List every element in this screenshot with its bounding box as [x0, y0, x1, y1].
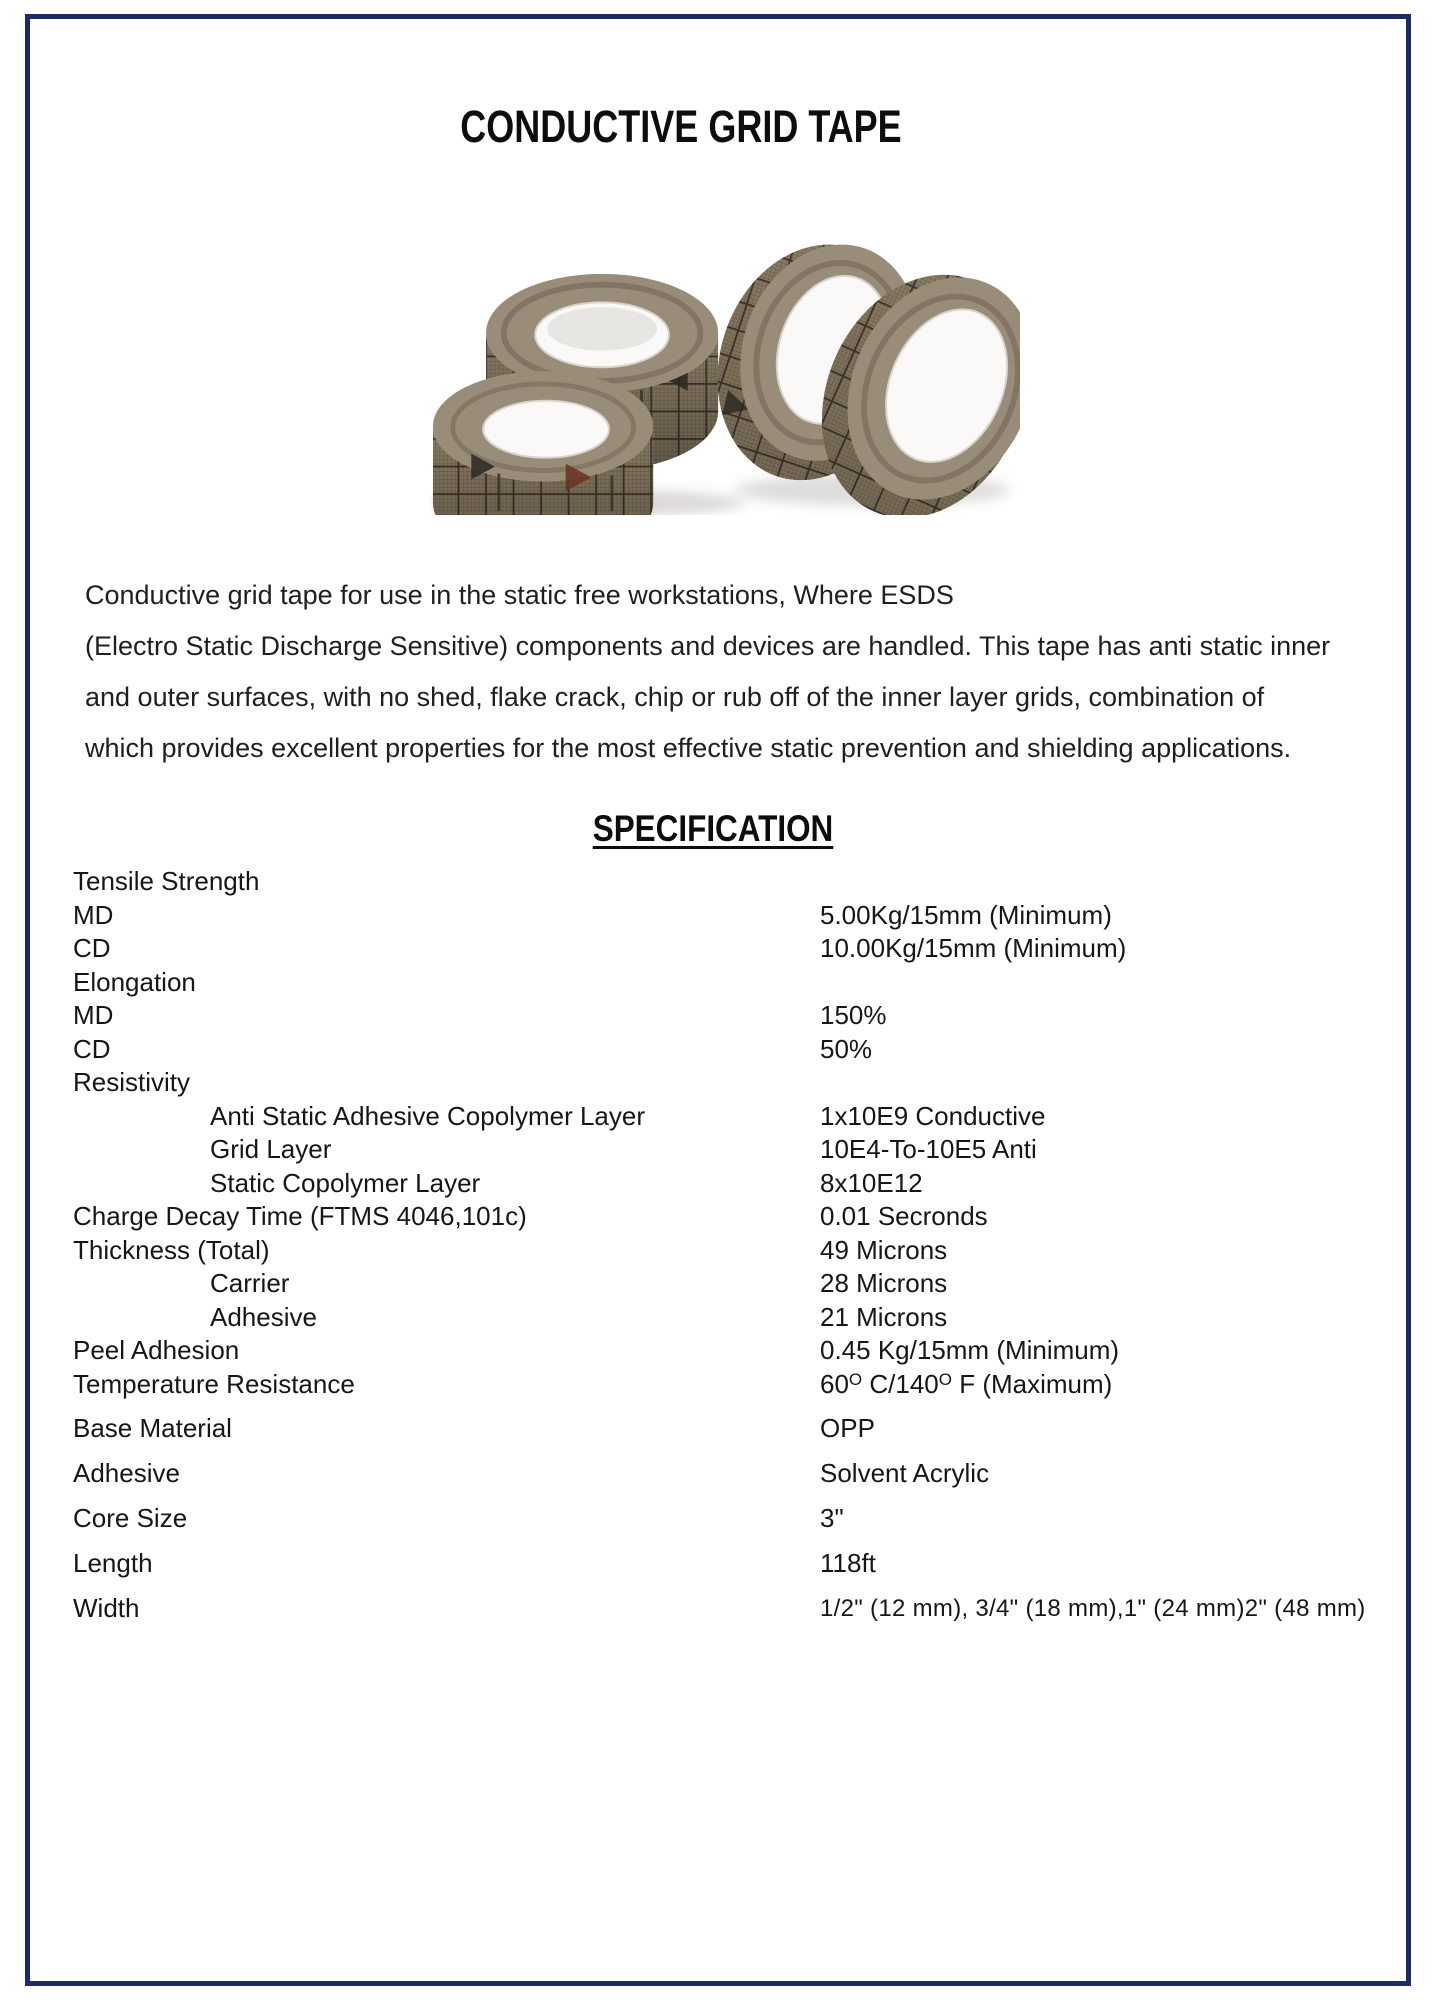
spec-rows: [73, 866, 1398, 1638]
description-line: Conductive grid tape for use in the static free workstations, Where ESDS: [85, 580, 954, 610]
spec-label: Resistivity: [73, 1067, 191, 1097]
spec-value: 150%: [820, 1000, 887, 1030]
spec-row: [73, 1335, 1398, 1369]
spec-row: [73, 866, 1398, 900]
spec-row: [73, 967, 1398, 1001]
spec-row: [73, 1413, 1398, 1458]
spec-label: CD: [73, 933, 111, 963]
spec-label: Charge Decay Time (FTMS 4046,101c): [73, 1201, 527, 1231]
spec-label: Tensile Strength: [73, 866, 260, 896]
spec-row: [73, 900, 1398, 934]
spec-value: 118ft: [820, 1548, 876, 1578]
spec-row: [73, 1503, 1398, 1548]
spec-row: [73, 1458, 1398, 1503]
spec-row: [73, 1168, 1398, 1202]
spec-label: Anti Static Adhesive Copolymer Layer: [210, 1100, 645, 1131]
tape-rolls-illustration: [430, 190, 1020, 515]
spec-value: OPP: [820, 1413, 875, 1443]
spec-label: Grid Layer: [210, 1134, 332, 1164]
spec-label: Carrier: [210, 1268, 290, 1298]
spec-value: 28 Microns: [820, 1268, 948, 1298]
spec-row: [73, 1235, 1398, 1269]
spec-value: 5.00Kg/15mm (Minimum): [820, 899, 1112, 930]
spec-value: $60^O$ $C/140^O$ F (Maximum): [820, 1368, 1113, 1399]
spec-label: CD: [73, 1033, 111, 1064]
spec-value: 0.01 Secronds: [820, 1201, 988, 1231]
spec-label: Adhesive: [73, 1458, 180, 1488]
spec-value: 3": [820, 1503, 844, 1533]
spec-value: 8x10E12: [820, 1167, 923, 1198]
spec-row: [73, 1201, 1398, 1235]
spec-value: 49 Microns: [820, 1234, 948, 1265]
description-line: (Electro Static Discharge Sensitive) components and devices are handled. This tape has anti static inner: [85, 631, 1331, 661]
spec-label: Static Copolymer Layer: [210, 1167, 481, 1198]
spec-label: Temperature Resistance: [73, 1368, 355, 1399]
spec-row: [73, 1548, 1398, 1593]
spec-row: [73, 1134, 1398, 1168]
spec-label: MD: [73, 899, 114, 930]
document-page: [25, 14, 1411, 1986]
spec-label: MD: [73, 1000, 114, 1030]
spec-label: Base Material: [73, 1413, 232, 1443]
product-photo: [430, 190, 1020, 515]
spec-label: Length: [73, 1548, 153, 1578]
spec-label: Peel Adhesion: [73, 1335, 240, 1365]
spec-label: Width: [73, 1593, 140, 1623]
spec-value: 10.00Kg/15mm (Minimum): [820, 933, 1127, 963]
spec-value: 10E4-To-10E5 Anti: [820, 1134, 1037, 1164]
product-description: [85, 575, 1385, 779]
description-line: and outer surfaces, with no shed, flake crack, chip or rub off of the inner layer grids, combination of: [85, 682, 1265, 712]
spec-value: 1x10E9 Conductive: [820, 1100, 1046, 1131]
spec-value: 21 Microns: [820, 1301, 948, 1332]
page-title: CONDUCTIVE GRID TAPE: [460, 101, 902, 152]
spec-value: 1/2" (12 mm), 3/4" (18 mm),1" (24 mm)2" (48 mm): [820, 1595, 1366, 1622]
spec-row: [73, 1593, 1398, 1638]
spec-label: Adhesive: [210, 1301, 317, 1332]
spec-row: [73, 1067, 1398, 1101]
spec-row: [73, 1369, 1398, 1403]
spec-label: Core Size: [73, 1503, 188, 1533]
spec-value: Solvent Acrylic: [820, 1458, 990, 1488]
tape-roll-front-left: [433, 371, 653, 515]
spec-row: [73, 1101, 1398, 1135]
description-line: which provides excellent properties for the most effective static prevention and shielding applications.: [85, 733, 1292, 763]
spec-value: 50%: [820, 1033, 873, 1064]
spec-value: 0.45 Kg/15mm (Minimum): [820, 1335, 1120, 1365]
spec-row: [73, 933, 1398, 967]
spec-row: [73, 1268, 1398, 1302]
spec-row: [73, 1302, 1398, 1336]
specification-heading: SPECIFICATION: [592, 808, 834, 849]
spec-label: Elongation: [73, 966, 196, 997]
spec-row: [73, 1034, 1398, 1068]
spec-label: Thickness (Total): [73, 1234, 270, 1265]
spec-row: [73, 1000, 1398, 1034]
